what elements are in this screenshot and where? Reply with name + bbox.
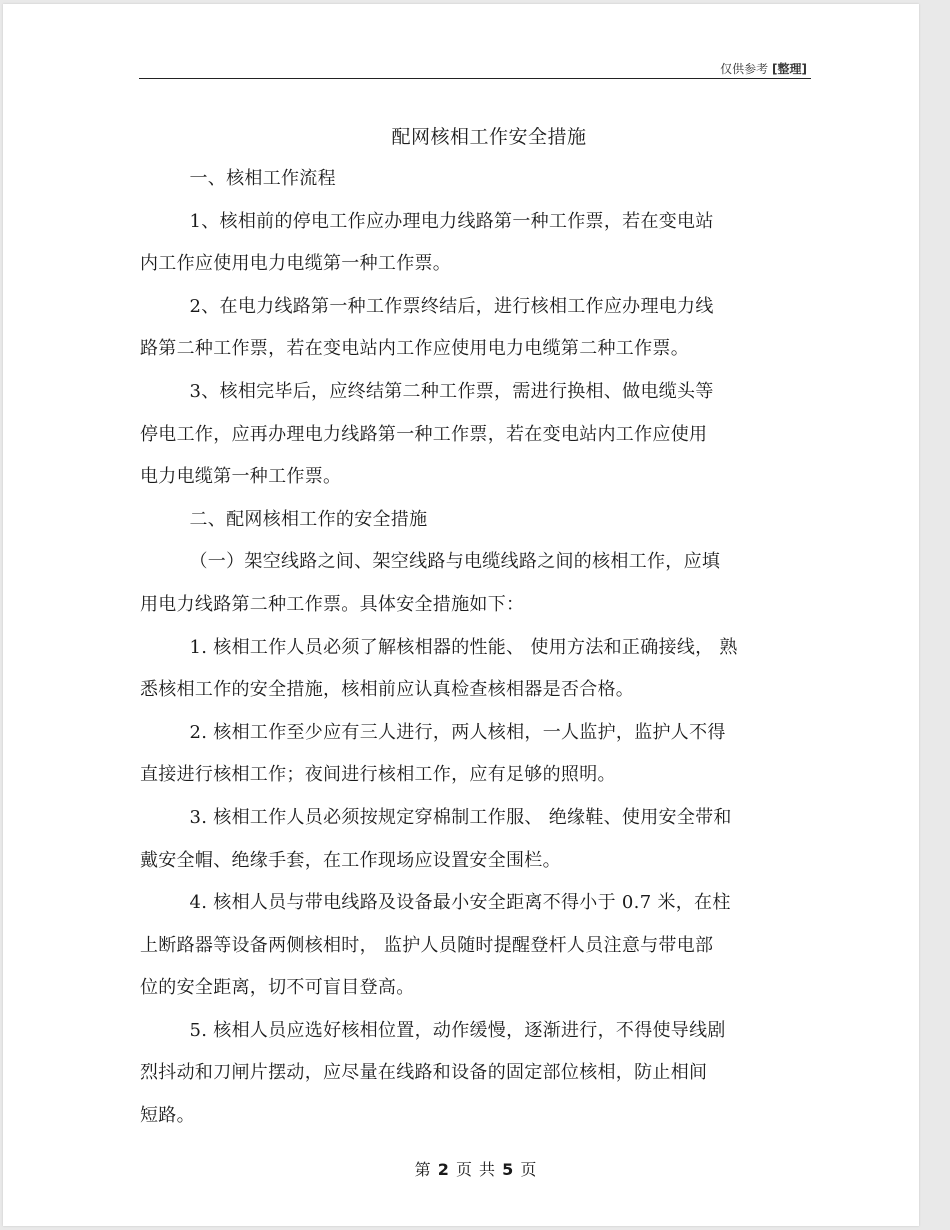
measure-2-line-2: 直接进行核相工作；夜间进行核相工作，应有足够的照明。 xyxy=(140,764,616,786)
paragraph-2-line-1: 2、在电力线路第一种工作票终结后，进行核相工作应办理电力线 xyxy=(189,295,714,317)
measure-2-line-1: 2. 核相工作至少应有三人进行，两人核相，一人监护，监护人不得 xyxy=(189,721,726,743)
header-rule xyxy=(139,78,811,79)
subsection-1-line-2: 用电力线路第二种工作票。具体安全措施如下： xyxy=(140,593,525,615)
document-page xyxy=(3,4,919,1226)
paragraph-3-line-1: 3、核相完毕后，应终结第二种工作票，需进行换相、做电缆头等 xyxy=(189,380,714,402)
document-title: 配网核相工作安全措施 xyxy=(391,126,587,148)
measure-5-line-1: 5. 核相人员应选好核相位置，动作缓慢，逐渐进行，不得使导线剧 xyxy=(189,1019,726,1041)
paragraph-3 xyxy=(140,371,812,499)
section-1-heading: 一、核相工作流程 xyxy=(189,168,336,189)
header-note xyxy=(720,60,807,77)
measure-1 xyxy=(140,627,812,712)
paragraph-1-line-2: 内工作应使用电力电缆第一种工作票。 xyxy=(140,253,452,275)
measure-3 xyxy=(140,797,812,882)
subsection-1 xyxy=(140,541,812,626)
measure-4 xyxy=(140,882,812,1010)
paragraph-3-line-2: 停电工作，应再办理电力线路第一种工作票，若在变电站内工作应使用 xyxy=(140,423,708,445)
footer-suffix: 页 xyxy=(520,1160,538,1179)
measure-4-line-1: 4. 核相人员与带电线路及设备最小安全距离不得小于 0.7 米，在柱 xyxy=(189,892,731,914)
measure-1-line-2: 悉核相工作的安全措施，核相前应认真检查核相器是否合格。 xyxy=(140,679,635,701)
paragraph-1-line-1: 1、核相前的停电工作应办理电力线路第一种工作票，若在变电站 xyxy=(189,210,714,232)
measure-4-line-2: 上断路器等设备两侧核相时， 监护人员随时提醒登杆人员注意与带电部 xyxy=(140,934,714,956)
footer-mid: 页 共 xyxy=(455,1160,497,1179)
measure-5-line-3: 短路。 xyxy=(140,1105,195,1127)
measure-5 xyxy=(140,1010,812,1138)
section-2-heading: 二、配网核相工作的安全措施 xyxy=(189,508,428,530)
paragraph-1 xyxy=(140,201,812,286)
paragraph-3-line-3: 电力电缆第一种工作票。 xyxy=(140,466,342,488)
document-body xyxy=(140,158,812,1138)
footer-page-number: 2 xyxy=(437,1160,450,1179)
paragraph-2 xyxy=(140,286,812,371)
subsection-1-line-1: （一）架空线路之间、架空线路与电缆线路之间的核相工作，应填 xyxy=(189,551,721,573)
measure-2 xyxy=(140,712,812,797)
paragraph-2-line-2: 路第二种工作票，若在变电站内工作应使用电力电缆第二种工作票。 xyxy=(140,338,689,360)
header-note-bracket: [整理] xyxy=(772,62,807,76)
measure-3-line-2: 戴安全帽、绝缘手套，在工作现场应设置安全围栏。 xyxy=(140,849,561,871)
measure-5-line-2: 烈抖动和刀闸片摆动，应尽量在线路和设备的固定部位核相，防止相间 xyxy=(140,1062,708,1084)
measure-1-line-1: 1. 核相工作人员必须了解核相器的性能、 使用方法和正确接线， 熟 xyxy=(189,636,738,658)
header-note-prefix: 仅供参考 xyxy=(720,62,769,76)
footer-prefix: 第 xyxy=(414,1160,432,1179)
measure-3-line-1: 3. 核相工作人员必须按规定穿棉制工作服、 绝缘鞋、使用安全带和 xyxy=(189,806,732,828)
footer-total-pages: 5 xyxy=(502,1160,515,1179)
page-footer xyxy=(3,1157,949,1180)
measure-4-line-3: 位的安全距离，切不可盲目登高。 xyxy=(140,977,415,999)
